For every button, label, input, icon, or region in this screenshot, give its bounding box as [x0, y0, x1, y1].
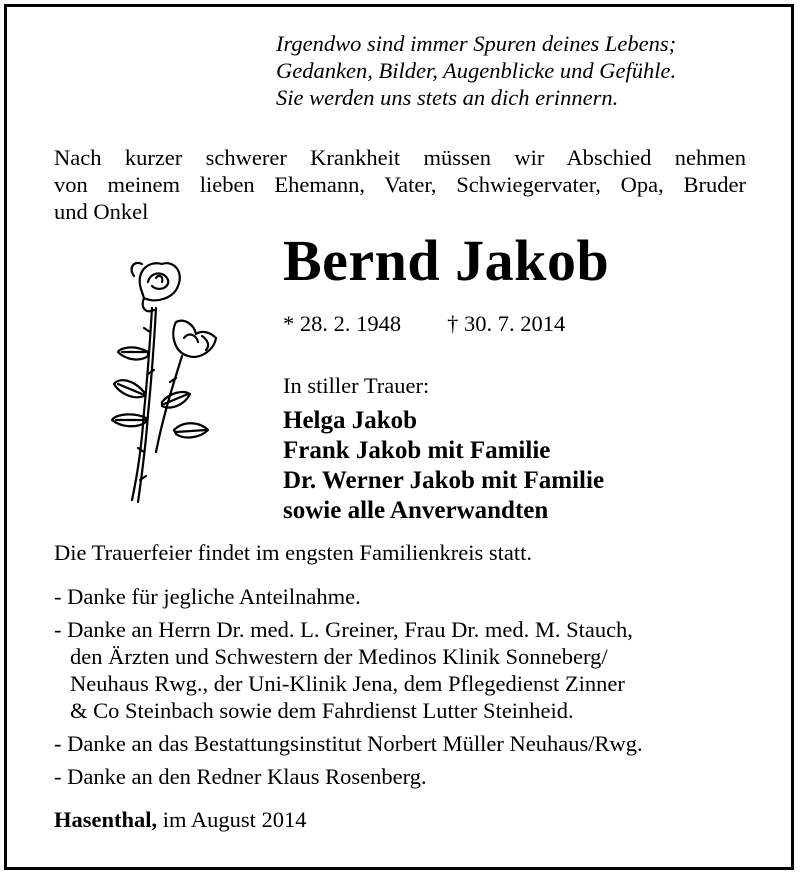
intro-line: Nach kurzer schwerer Krankheit müssen wir Abschied nehmen: [54, 145, 746, 170]
mourner-name: sowie alle Anverwandten: [283, 497, 549, 524]
ceremony-note: Die Trauerfeier findet im engsten Familienkreis statt.: [54, 540, 533, 565]
mourner-name: Dr. Werner Jakob mit Familie: [283, 467, 605, 494]
mourning-intro: In stiller Trauer:: [283, 373, 430, 398]
thanks-line: den Ärzten und Schwestern der Medinos Klinik Sonneberg/: [70, 644, 608, 669]
thanks-list: [54, 583, 643, 796]
closing-date: im August 2014: [162, 807, 307, 832]
rose-illustration: [104, 252, 224, 512]
poem-line: Sie werden uns stets an dich erinnern.: [276, 85, 619, 110]
thanks-item: - Danke für jegliche Anteilnahme.: [54, 584, 361, 609]
thanks-item: [54, 616, 643, 724]
poem-line: Gedanken, Bilder, Augenblicke und Gefühle.: [276, 58, 677, 83]
poem: [276, 30, 676, 111]
mourner-name: Helga Jakob: [283, 407, 418, 434]
thanks-line: - Danke an Herrn Dr. med. L. Greiner, Frau Dr. med. M. Stauch,: [54, 617, 633, 642]
mourner-name: Frank Jakob mit Familie: [283, 437, 551, 464]
thanks-line: Neuhaus Rwg., der Uni-Klinik Jena, dem Pflegedienst Zinner: [70, 671, 625, 696]
birth-date: * 28. 2. 1948: [283, 311, 402, 336]
intro-text: [54, 144, 746, 225]
intro-line: von meinem lieben Ehemann, Vater, Schwiegervater, Opa, Bruder: [54, 172, 746, 197]
place-name: Hasenthal,: [54, 807, 158, 832]
thanks-item: - Danke an den Redner Klaus Rosenberg.: [54, 764, 427, 789]
intro-line: und Onkel: [54, 199, 149, 224]
life-dates: [283, 310, 565, 337]
deceased-name: Bernd Jakob: [283, 228, 610, 293]
place-date-line: [54, 806, 307, 833]
death-date: † 30. 7. 2014: [447, 311, 566, 336]
poem-line: Irgendwo sind immer Spuren deines Lebens;: [276, 31, 677, 56]
thanks-line: & Co Steinbach sowie dem Fahrdienst Lutter Steinheid.: [70, 698, 574, 723]
mourners-list: [283, 406, 604, 526]
thanks-item: - Danke an das Bestattungsinstitut Norbert Müller Neuhaus/Rwg.: [54, 731, 643, 756]
